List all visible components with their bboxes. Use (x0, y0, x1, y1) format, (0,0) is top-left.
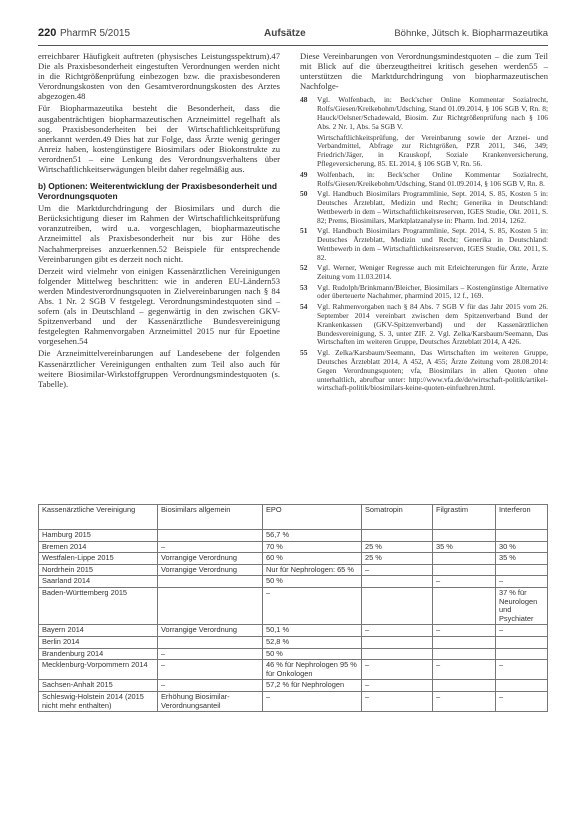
table-cell: – (433, 576, 496, 588)
column-header: Filgrastim (433, 505, 496, 530)
table-row (39, 587, 548, 624)
footnote-text: Vgl. Rahmenvorgaben nach § 84 Abs. 7 SGB V für das Jahr 2015 vom 26. September 2014 vereinbart zwischen dem Spitzenverband Bund der Krankenkassen (GKV-Spitzenverband) und der Kassenärztlichen Bundesvereinigung, S. 3, unter ZIF. 2. Vgl. Zelka/Karsbaum/Seemann, Das Wirtschaften im weiteren Gruppe, Deutsches Ärzteblatt 2014, A 426. (317, 301, 548, 347)
table-cell: – (158, 648, 263, 660)
table-cell: – (433, 691, 496, 711)
table-cell: 30 % (496, 541, 548, 553)
footnote-text: Wirtschaftlichkeitsprüfung, der Vereinbarung sowie der Arznei- und Verbandmittel, Abfrage zur Richtgrößen, PZR 2011, 346, 349; Friedrich/Jäger, in Krauskopf, Soziale Krankenversicherung, Pflegeversicherung, 85. EL 2014, § 106 SGB V, Rn. 56. (317, 132, 548, 169)
table-cell: – (496, 660, 548, 680)
table-cell: Baden-Württemberg 2015 (39, 587, 158, 624)
table-row (39, 564, 548, 576)
table-row (39, 660, 548, 680)
footnote (300, 171, 548, 189)
paragraph: Die Arzneimittelvereinbarungen auf Landesebene der folgenden Kassenärztlicher Vereinigungen enthalten zum Teil also auch für weitere Biosimilar-Wirkstoffgruppen Verordnungsmindestquoten (s. Tabelle). (38, 348, 280, 389)
table-row (39, 625, 548, 637)
table-cell: Hamburg 2015 (39, 530, 158, 542)
subheading: b) Optionen: Weiterentwicklung der Praxisbesonderheit und Verordnungsquoten (38, 181, 278, 202)
table-cell: – (362, 680, 433, 692)
header-rule (38, 45, 548, 46)
footnote-number: 54 (300, 301, 308, 311)
table-cell (496, 530, 548, 542)
table-cell: Brandenburg 2014 (39, 648, 158, 660)
table-cell: 46 % für Nephrologen 95 % für Onkologen (263, 660, 362, 680)
table-row (39, 636, 548, 648)
journal-name: PharmR 5/2015 (60, 28, 131, 39)
footnote-number: 51 (300, 226, 308, 236)
table-cell: 57,2 % für Nephrologen (263, 680, 362, 692)
right-column (300, 51, 548, 395)
table-cell: 50,1 % (263, 625, 362, 637)
footnote-number: 48 (300, 95, 308, 105)
footnote (300, 284, 548, 302)
table-cell: – (263, 587, 362, 624)
footnote (300, 190, 548, 226)
table-cell (496, 564, 548, 576)
table-cell: Vorrangige Verordnung (158, 625, 263, 637)
table-cell: 60 % (263, 553, 362, 565)
table-cell: 70 % (263, 541, 362, 553)
table-cell (158, 587, 263, 624)
table-cell: – (362, 691, 433, 711)
table-cell: – (158, 541, 263, 553)
table-cell (496, 636, 548, 648)
footnote-number: 49 (300, 169, 308, 179)
table-cell: 56,7 % (263, 530, 362, 542)
table-cell (362, 587, 433, 624)
table-cell: Saarland 2014 (39, 576, 158, 588)
footnote-number: 55 (300, 347, 308, 357)
table-cell: – (158, 660, 263, 680)
footnote-number: 50 (300, 188, 308, 198)
table-cell: Bremen 2014 (39, 541, 158, 553)
table-cell (496, 648, 548, 660)
table-cell: Vorrangige Verordnung (158, 553, 263, 565)
table-cell: Berlin 2014 (39, 636, 158, 648)
table-cell: – (496, 576, 548, 588)
column-header: EPO (263, 505, 362, 530)
table-cell (158, 576, 263, 588)
table-cell (433, 587, 496, 624)
table-cell: – (496, 691, 548, 711)
footnote-text: Vgl. Zelka/Karsbaum/Seemann, Das Wirtschaften im weiteren Gruppe, Deutsches Ärzteblatt 2014, A 452, A 455; Ärzte Zeitung vom 28.08.2014: Gegen Verordnungsquoten; vfa, Biosimilars in allen Quoten ohne unterhaltlich, abrufbar unter: http://www.vfa.de/de/wirtschaft-politik/artikel-wirtschaft-politik/biosimilars-keine-quoten-einfuehren.html. (317, 347, 548, 393)
table-cell: Nordrhein 2015 (39, 564, 158, 576)
table-cell (433, 680, 496, 692)
left-column (38, 51, 280, 391)
table-row (39, 530, 548, 542)
table-cell (433, 636, 496, 648)
footnote-text: Vgl. Werner, Weniger Regresse auch mit Erleichterungen für Ärzte, Ärzte Zeitung vom 11.03.2014. (317, 263, 548, 282)
table-cell: 25 % (362, 553, 433, 565)
table-cell: Erhöhung Biosimilar-Verordnungsanteil (158, 691, 263, 711)
paragraph: Derzeit wird vielmehr von einigen Kassenärztlichen Vereinigungen folgender Mittelweg beschritten: wie in anderen EU-Ländern53 werden Mindestverordnungsquoten in Zielvereinbarungen nach § 84 Abs. 1 Nr. 2 SGB V festgelegt. Verordnungsmindestquoten sind – sofern (als in Deutschland – gegenwärtig in den zwischen GKV-Spitzenverband und der Kassenärztliche Bundesvereinigung festgelegten Rahmenvorgaben Arzneimittel 2015 nur für Epoetine vorgesehen.54 (38, 265, 280, 347)
table-row (39, 680, 548, 692)
paragraph: Diese Vereinbarungen von Verordnungsmindestquoten – die zum Teil mit Blick auf die überzeugtheitrei kritisch gesehen werden55 – unterstützen die Marktdurchdringung von biopharmazeutischen Nachfolge- (300, 51, 548, 92)
table-cell: Bayern 2014 (39, 625, 158, 637)
footnote (300, 227, 548, 263)
table-cell: – (158, 680, 263, 692)
table-cell: 35 % (433, 541, 496, 553)
table-cell: – (362, 564, 433, 576)
table-cell: Schleswig-Holstein 2014 (2015 nicht mehr enthalten) (39, 691, 158, 711)
running-authors: Böhnke, Jütsch k. Biopharmazeutika (394, 28, 548, 39)
table-cell: – (263, 691, 362, 711)
section-title: Aufsätze (264, 28, 306, 39)
table-cell: 35 % (496, 553, 548, 565)
footnote (300, 134, 548, 170)
table-body (39, 530, 548, 712)
footnote-text: Vgl. Wolfenbach, in: Beck'scher Online Kommentar Sozialrecht, Rolfs/Giesen/Kreikebohm/Udsching, Stand 01.09.2014, § 106 SGB V, Rn. 8; Hauck/Oelsner/Schadewald, Biosim. Zur Richtgrößenprüfung nach § 106 Abs. 2 Nr. 1, Abs. 5a SGB V. (317, 95, 548, 132)
table-cell: Sachsen-Anhalt 2015 (39, 680, 158, 692)
table-cell (362, 636, 433, 648)
column-header: Somatropin (362, 505, 433, 530)
footnote-text: Vgl. Rudolph/Brinkmann/Bleicher, Biosimilars – Kostengünstige Alternative oder überteuerte Nachahmer, pharmind 2015, 12 f., 169. (317, 282, 548, 301)
table-cell (433, 530, 496, 542)
paragraph: Für Biopharmazeutika besteht die Besonderheit, dass die ausgabenträchtigen biopharmazeutischen Arzneimittel regelhaft als sog. Praxisbesonderheiten bei der Wirtschaftlichkeitsprüfung anerkannt werden.49 Dies hat zur Folge, dass Ärzte wenig geringer Anreiz haben, kostengünstigere Biosimilars oder Biokonstrukte zu verordnen51 – eine Lenkung des Verordnungsverhaltens über Wirtschaftlichkeitserwägungen bleibt daher regelmäßig aus. (38, 103, 280, 175)
table-cell: Nur für Nephrologen: 65 % (263, 564, 362, 576)
column-header: Kassenärztliche Vereinigung (39, 505, 158, 530)
table-cell: Mecklenburg-Vorpommern 2014 (39, 660, 158, 680)
table-cell (158, 530, 263, 542)
table-cell: 25 % (362, 541, 433, 553)
footnote-number: 53 (300, 282, 308, 292)
table-header-row (39, 505, 548, 530)
table-cell: 50 % (263, 576, 362, 588)
footnote (300, 303, 548, 348)
table-cell (433, 564, 496, 576)
footnote-text: Vgl. Handbuch Biosimilars Programmlinie, Sept. 2014, S. 85, Kosten 5 in: Deutsches Ärzteblatt, Medizin und Recht; Generika in Deutschland: Wettbewerb in dem – Wirtschaftlichkeitsreserven, IGES Studie, Okt. 2011, S. 82. (317, 226, 548, 262)
table-cell: – (433, 625, 496, 637)
table-cell (362, 648, 433, 660)
table-cell: – (496, 625, 548, 637)
table-cell (158, 636, 263, 648)
table-row (39, 541, 548, 553)
table-cell (433, 648, 496, 660)
table-cell: 37 % für Neurologen und Psychiater (496, 587, 548, 624)
table-cell (433, 553, 496, 565)
table-cell: – (433, 660, 496, 680)
footnote (300, 96, 548, 132)
table-row (39, 691, 548, 711)
footnote-text: Wolfenbach, in: Beck'scher Online Kommentar Sozialrecht, Rolfs/Giesen/Kreikebohm/Udsching, Stand 01.09.2014, § 106 SGB V, Rn. 8. (317, 169, 548, 188)
table-cell: – (362, 660, 433, 680)
table-cell: 50 % (263, 648, 362, 660)
footnote (300, 264, 548, 282)
paragraph: erreichbarer Häufigkeit auftreten (physisches Leistungsspektrum).47 Die als Praxisbesonderheit eingestuften Verordnungen werden nicht in die Richtgrößenprüfung einbezogen bzw. die praxisbesonderen Verordnungskosten von den Gesamtverordnungskosten des Arztes abgezogen.48 (38, 51, 280, 102)
table-row (39, 553, 548, 565)
page-number: 220 (38, 27, 57, 39)
page-header (38, 27, 548, 43)
table-cell: 52,8 % (263, 636, 362, 648)
table-cell: Vorrangige Verordnung (158, 564, 263, 576)
column-header: Biosimilars allgemein (158, 505, 263, 530)
table-row (39, 648, 548, 660)
table-cell: – (362, 625, 433, 637)
table-cell (362, 576, 433, 588)
table-row (39, 576, 548, 588)
quota-table (38, 504, 548, 712)
footnote-text: Vgl. Handbuch Biosimilars Programmlinie, Sept. 2014, S. 85, Kosten 5 in: Deutsches Ärzteblatt, Medizin und Recht; Generika in Deutschland: Wettbewerb in dem – Wirtschaftlichkeitsreserven, IGES Studie, Okt. 2011, S. 82; Prems, Biosimilars, Marktplatzanalyse in: Pharm. Ind. 2014, 1262. (317, 188, 548, 225)
paragraph: Um die Marktdurchdringung der Biosimilars und durch die Berücksichtigung dieser im Rahmen der Wirtschaftlichkeitsprüfung voranzutreiben, wird u.a. vorgeschlagen, biopharmazeutische Arzneimittel als Praxisbesonderheit nur bis zur Höhe des Nachahmerpreises anzuerkennen.52 Beispiele für entsprechende Vereinbarungen gibt es derzeit noch nicht. (38, 203, 280, 264)
table-cell (496, 680, 548, 692)
footnote-number: 52 (300, 263, 308, 273)
footnote (300, 349, 548, 394)
column-header: Interferon (496, 505, 548, 530)
table-cell: Westfalen-Lippe 2015 (39, 553, 158, 565)
footnote-list (300, 96, 548, 393)
table-cell (362, 530, 433, 542)
